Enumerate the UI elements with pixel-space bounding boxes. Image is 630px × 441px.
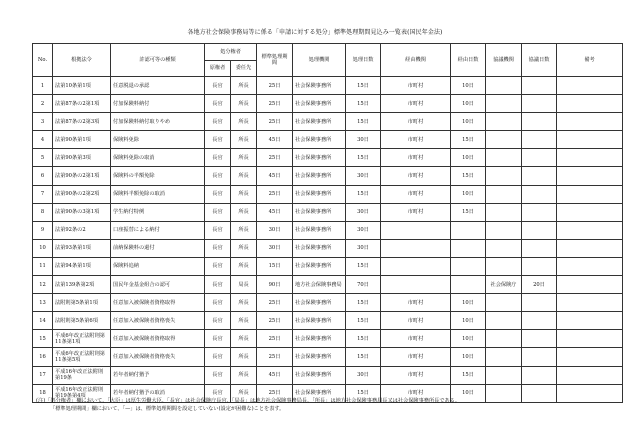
cell-no: 5 [33,149,53,167]
cell-via-days: 15日 [451,366,486,384]
cell-permit-type: 付加保険料納付取りやめ [111,113,205,131]
cell-delegate: 所長 [231,239,257,257]
cell-delegate: 所長 [231,366,257,384]
cell-remarks [557,294,623,312]
cell-processing-org: 社会保険事務所 [293,131,346,149]
cell-processing-days: 30日 [346,131,381,149]
cell-original-holder: 長官 [205,113,231,131]
cell-remarks [557,149,623,167]
table-row [33,149,623,167]
cell-no: 6 [33,167,53,185]
cell-processing-org: 社会保険事務所 [293,221,346,239]
cell-original-holder: 長官 [205,276,231,294]
cell-article: 法第90条の3第1項 [53,203,111,221]
cell-consult-org [486,366,522,384]
cell-consult-days [522,221,557,239]
col-header-original-holder: 原権者 [205,60,231,77]
cell-no: 16 [33,348,53,366]
cell-processing-days: 30日 [346,167,381,185]
cell-via-days: 15日 [451,131,486,149]
cell-remarks [557,113,623,131]
cell-original-holder: 長官 [205,366,231,384]
cell-processing-days: 15日 [346,330,381,348]
cell-via-org [381,239,451,257]
cell-via-org: 市町村 [381,149,451,167]
cell-via-org: 市町村 [381,77,451,95]
col-header-remarks: 備考 [557,44,623,77]
cell-consult-days [522,77,557,95]
cell-consult-days [522,167,557,185]
cell-via-org: 市町村 [381,95,451,113]
cell-permit-type: 任意脱退の承認 [111,77,205,95]
cell-via-days: 10日 [451,77,486,95]
cell-remarks [557,384,623,402]
table-row [33,276,623,294]
cell-processing-days: 15日 [346,113,381,131]
cell-std-period: 25日 [257,95,293,113]
table-row [33,185,623,203]
cell-remarks [557,185,623,203]
col-header-consult-days: 協議日数 [522,44,557,77]
cell-via-org: 市町村 [381,348,451,366]
cell-processing-days: 15日 [346,312,381,330]
table-row [33,203,623,221]
cell-article: 法第87条の2第3項 [53,113,111,131]
cell-consult-org [486,95,522,113]
cell-consult-days [522,312,557,330]
cell-original-holder: 長官 [205,384,231,402]
cell-via-org: 市町村 [381,185,451,203]
cell-no: 8 [33,203,53,221]
cell-remarks [557,131,623,149]
cell-consult-org [486,294,522,312]
col-header-permit-type: 許認可等の種類 [111,44,205,77]
cell-processing-org: 社会保険事務所 [293,77,346,95]
cell-article: 平成16年改正法附則第19条第4項 [53,384,111,402]
cell-original-holder: 長官 [205,257,231,275]
cell-via-org: 市町村 [381,294,451,312]
cell-delegate: 所長 [231,312,257,330]
table-row [33,366,623,384]
cell-original-holder: 長官 [205,95,231,113]
table-row [33,294,623,312]
cell-remarks [557,221,623,239]
cell-consult-days [522,185,557,203]
cell-original-holder: 長官 [205,294,231,312]
cell-std-period: 90日 [257,276,293,294]
cell-consult-days [522,330,557,348]
cell-consult-days [522,203,557,221]
cell-std-period: 25日 [257,113,293,131]
cell-via-org [381,221,451,239]
cell-processing-days: 15日 [346,149,381,167]
cell-via-org [381,276,451,294]
standard-period-table [32,43,623,403]
cell-std-period: 25日 [257,312,293,330]
cell-original-holder: 長官 [205,167,231,185]
cell-via-days: 10日 [451,384,486,402]
cell-via-org: 市町村 [381,312,451,330]
col-header-processing-org: 処理機関 [293,44,346,77]
cell-processing-org: 地方社会保険事務局 [293,276,346,294]
table-row [33,239,623,257]
cell-via-days: 10日 [451,348,486,366]
cell-processing-org: 社会保険事務所 [293,312,346,330]
cell-consult-org [486,167,522,185]
cell-no: 10 [33,239,53,257]
cell-via-days: 15日 [451,203,486,221]
cell-consult-days [522,149,557,167]
cell-processing-org: 社会保険事務所 [293,384,346,402]
cell-processing-org: 社会保険事務所 [293,239,346,257]
cell-via-days: 10日 [451,149,486,167]
cell-via-days [451,276,486,294]
cell-article: 法第90条第3項 [53,149,111,167]
col-header-article: 根拠法令 [53,44,111,77]
cell-consult-org [486,348,522,366]
cell-article: 法第90条の2第2項 [53,185,111,203]
cell-no: 13 [33,294,53,312]
cell-consult-days [522,348,557,366]
cell-std-period: 45日 [257,167,293,185]
cell-via-days [451,239,486,257]
cell-permit-type: 口座振替による納付 [111,221,205,239]
cell-consult-days [522,366,557,384]
footnote-1: (注)「処分権者」欄において、「大臣」は厚生労働大臣、「長官」は社会保険庁長官、「局長」は地方社会保険事務局長、「所長」は地方社会保険事務局長又は社会保険事務所長である。 [36,398,461,404]
cell-no: 1 [33,77,53,95]
cell-article: 法第139条第2項 [53,276,111,294]
table-row [33,330,623,348]
cell-no: 9 [33,221,53,239]
col-header-processing-days: 処理日数 [346,44,381,77]
cell-processing-days: 15日 [346,257,381,275]
cell-permit-type: 保険料半額免除の取消 [111,185,205,203]
cell-processing-org: 社会保険事務所 [293,366,346,384]
cell-remarks [557,348,623,366]
cell-remarks [557,77,623,95]
cell-consult-org [486,221,522,239]
cell-article: 法附則第5条第1項 [53,294,111,312]
cell-consult-org [486,185,522,203]
cell-processing-org: 社会保険事務所 [293,348,346,366]
cell-no: 11 [33,257,53,275]
cell-permit-type: 保険料免除の取消 [111,149,205,167]
cell-article: 法第87条の2第1項 [53,95,111,113]
table-row [33,167,623,185]
cell-delegate: 所長 [231,294,257,312]
col-header-authority-group: 処分権者 [205,44,257,61]
cell-via-org: 市町村 [381,113,451,131]
cell-no: 17 [33,366,53,384]
cell-processing-org: 社会保険事務所 [293,113,346,131]
cell-remarks [557,330,623,348]
cell-consult-org [486,257,522,275]
cell-via-org [381,257,451,275]
cell-delegate: 所長 [231,348,257,366]
cell-processing-days: 15日 [346,77,381,95]
cell-article: 法附則第5条第6項 [53,312,111,330]
cell-via-org: 市町村 [381,131,451,149]
cell-delegate: 所長 [231,257,257,275]
cell-via-days: 10日 [451,294,486,312]
cell-delegate: 所長 [231,185,257,203]
cell-original-holder: 長官 [205,203,231,221]
table-row [33,113,623,131]
cell-via-org: 市町村 [381,167,451,185]
cell-processing-org: 社会保険事務所 [293,330,346,348]
cell-permit-type: 付加保険料納付 [111,95,205,113]
cell-consult-org [486,384,522,402]
cell-via-days: 15日 [451,167,486,185]
cell-processing-days: 15日 [346,294,381,312]
cell-remarks [557,95,623,113]
cell-via-org: 市町村 [381,384,451,402]
cell-article: 平成6年改正法附則第11条第1項 [53,330,111,348]
col-header-no: No. [33,44,53,77]
cell-original-holder: 長官 [205,221,231,239]
cell-article: 法第90条の2第1項 [53,167,111,185]
cell-std-period: 45日 [257,366,293,384]
cell-std-period: 30日 [257,239,293,257]
cell-permit-type: 前納保険料の還付 [111,239,205,257]
cell-no: 12 [33,276,53,294]
cell-original-holder: 長官 [205,330,231,348]
cell-std-period: 15日 [257,257,293,275]
page-title: 各地方社会保険事務局等に係る「申請に対する処分」標準処理期間見込み一覧表(国民年金法) [187,29,443,36]
cell-via-org: 市町村 [381,366,451,384]
cell-consult-days [522,131,557,149]
cell-consult-days [522,95,557,113]
cell-permit-type: 任意加入被保険者資格取得 [111,330,205,348]
cell-article: 法第94条第1項 [53,257,111,275]
cell-article: 平成6年改正法附則第11条第5項 [53,348,111,366]
cell-processing-org: 社会保険事務所 [293,95,346,113]
cell-via-org: 市町村 [381,330,451,348]
cell-delegate: 所長 [231,95,257,113]
cell-via-days [451,221,486,239]
cell-consult-days [522,257,557,275]
table-row [33,348,623,366]
cell-permit-type: 保険料免除 [111,131,205,149]
cell-delegate: 所長 [231,113,257,131]
cell-permit-type: 若年者納付猶予の取消 [111,384,205,402]
cell-consult-days [522,384,557,402]
cell-delegate: 所長 [231,77,257,95]
cell-consult-org [486,149,522,167]
cell-original-holder: 長官 [205,239,231,257]
cell-consult-days: 20日 [522,276,557,294]
cell-no: 3 [33,113,53,131]
cell-processing-days: 15日 [346,185,381,203]
cell-remarks [557,312,623,330]
col-header-std-period: 標準処理期間 [257,44,293,77]
cell-original-holder: 長官 [205,348,231,366]
cell-no: 18 [33,384,53,402]
cell-consult-org [486,330,522,348]
cell-original-holder: 長官 [205,149,231,167]
cell-consult-org [486,312,522,330]
table-row [33,131,623,149]
cell-permit-type: 任意加入被保険者資格取得 [111,294,205,312]
cell-processing-org: 社会保険事務所 [293,185,346,203]
footnotes [36,397,460,413]
cell-remarks [557,203,623,221]
cell-article: 法第90条第1項 [53,131,111,149]
cell-std-period: 45日 [257,203,293,221]
cell-consult-org [486,239,522,257]
cell-permit-type: 保険料の半額免除 [111,167,205,185]
cell-std-period: 25日 [257,185,293,203]
cell-via-days [451,257,486,275]
cell-std-period: 25日 [257,294,293,312]
cell-no: 7 [33,185,53,203]
cell-consult-org: 社会保険庁 [486,276,522,294]
cell-std-period: 30日 [257,221,293,239]
cell-original-holder: 長官 [205,131,231,149]
cell-remarks [557,366,623,384]
cell-permit-type: 任意加入被保険者資格喪失 [111,348,205,366]
cell-no: 14 [33,312,53,330]
cell-permit-type: 学生納付特例 [111,203,205,221]
cell-via-days: 10日 [451,330,486,348]
cell-delegate: 所長 [231,167,257,185]
cell-article: 法第93条第1項 [53,239,111,257]
cell-article: 法第92条の2 [53,221,111,239]
cell-processing-org: 社会保険事務所 [293,257,346,275]
cell-article: 平成16年改正法附則第19条 [53,366,111,384]
cell-std-period: 45日 [257,131,293,149]
cell-no: 15 [33,330,53,348]
table-row [33,221,623,239]
footnote-2: 「標準処理期間」欄において、「—」は、標準処理期間を設定していない(設定が困難な)ことを表す。 [50,406,285,412]
cell-consult-org [486,203,522,221]
cell-processing-days: 15日 [346,95,381,113]
cell-permit-type: 国民年金基金組合の認可 [111,276,205,294]
cell-no: 4 [33,131,53,149]
col-header-delegate: 委任先 [231,60,257,77]
cell-consult-days [522,294,557,312]
cell-permit-type: 保険料追納 [111,257,205,275]
cell-std-period: 25日 [257,348,293,366]
col-header-via-days: 経由日数 [451,44,486,77]
cell-original-holder: 長官 [205,185,231,203]
cell-original-holder: 長官 [205,77,231,95]
cell-consult-days [522,239,557,257]
cell-std-period: 25日 [257,384,293,402]
cell-via-days: 10日 [451,312,486,330]
cell-std-period: 25日 [257,149,293,167]
cell-delegate: 所長 [231,330,257,348]
cell-processing-org: 社会保険事務所 [293,203,346,221]
cell-processing-days: 15日 [346,384,381,402]
cell-delegate: 所長 [231,149,257,167]
col-header-via-org: 経由機関 [381,44,451,77]
cell-permit-type: 若年者納付猶予 [111,366,205,384]
cell-processing-days: 30日 [346,203,381,221]
cell-delegate: 所長 [231,221,257,239]
cell-via-org: 市町村 [381,203,451,221]
cell-remarks [557,167,623,185]
cell-delegate: 所長 [231,203,257,221]
cell-std-period: 25日 [257,330,293,348]
header-row-1 [33,44,623,61]
cell-original-holder: 長官 [205,312,231,330]
col-header-consult-org: 協議機関 [486,44,522,77]
cell-processing-org: 社会保険事務所 [293,167,346,185]
cell-consult-org [486,113,522,131]
cell-via-days: 10日 [451,95,486,113]
table-row [33,312,623,330]
cell-permit-type: 任意加入被保険者資格喪失 [111,312,205,330]
table-row [33,95,623,113]
cell-via-days: 10日 [451,113,486,131]
cell-consult-days [522,113,557,131]
cell-no: 2 [33,95,53,113]
cell-article: 法第10条第1項 [53,77,111,95]
cell-via-days: 10日 [451,185,486,203]
cell-processing-days: 15日 [346,348,381,366]
cell-consult-org [486,77,522,95]
cell-processing-days: 70日 [346,276,381,294]
cell-processing-org: 社会保険事務所 [293,294,346,312]
cell-processing-days: 30日 [346,239,381,257]
cell-std-period: 25日 [257,77,293,95]
cell-processing-org: 社会保険事務所 [293,149,346,167]
cell-processing-days: 30日 [346,221,381,239]
cell-remarks [557,276,623,294]
table-row [33,257,623,275]
cell-remarks [557,239,623,257]
cell-processing-days: 30日 [346,366,381,384]
table-row [33,77,623,95]
cell-delegate: 所長 [231,384,257,402]
cell-consult-org [486,131,522,149]
cell-delegate: 局長 [231,276,257,294]
cell-delegate: 所長 [231,131,257,149]
cell-remarks [557,257,623,275]
